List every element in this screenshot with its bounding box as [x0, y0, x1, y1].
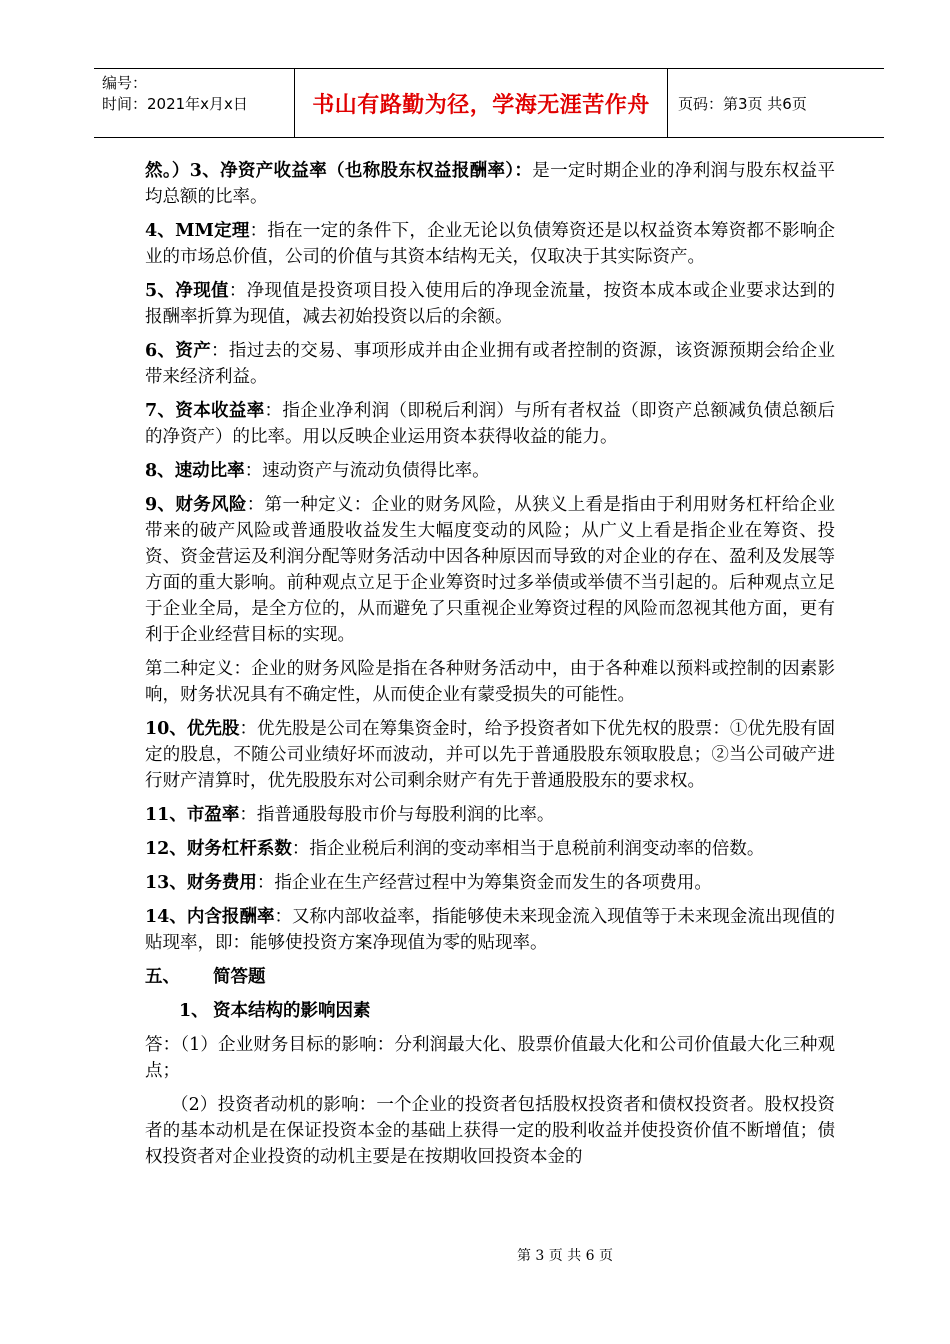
- item-num: 9、: [145, 495, 176, 515]
- item-text: 是一定时期企业的净利润与股东权益平均总额的比率。: [145, 161, 835, 207]
- item-text: ：优先股是公司在筹集资金时，给予投资者如下优先权的股票：①优先股有固定的股息，不随公司业绩好坏而波动，并可以先于普通股股东领取股息；②当公司破产进行财产清算时，优先股股东对公司剩余财产有先于普通股股东的要求权。: [145, 719, 836, 791]
- item-term: 然。）3、净资产收益率（也称股东权益报酬率）：: [145, 161, 533, 181]
- definition-item: [145, 870, 835, 896]
- header-page-label: 页码：第3页 共6页: [678, 94, 807, 113]
- page-footer: 第 3 页 共 6 页: [516, 1248, 614, 1264]
- item-text: ：指企业净利润（即税后利润）与所有者权益（即资产总额减负债总额后的净资产）的比率。用以反映企业运用资本获得收益的能力。: [145, 401, 835, 447]
- item-term: 优先股: [186, 719, 240, 739]
- code-label: 编号：: [102, 74, 148, 92]
- definition-item: [145, 802, 835, 828]
- item-text: ：又称内部收益率，指能够使未来现金流入现值等于未来现金流出现值的贴现率，即：能够使投资方案净现值为零的贴现率。: [145, 907, 836, 953]
- item-num: 10、: [145, 719, 187, 739]
- item-term: 内含报酬率: [186, 907, 275, 927]
- definition-item: [145, 158, 835, 210]
- item-term: 净现值: [175, 281, 229, 301]
- item-text: 第二种定义：企业的财务风险是指在各种财务活动中，由于各种难以预料或控制的因素影响，财务状况具有不确定性，从而使企业有蒙受损失的可能性。: [145, 659, 835, 705]
- item-num: 12、: [145, 839, 187, 859]
- definition-item: [145, 458, 835, 484]
- section-heading: [145, 964, 835, 990]
- answer-paragraph: 答：（1）企业财务目标的影响：分利润最大化、股票价值最大化和公司价值最大化三种观点；: [145, 1035, 835, 1081]
- item-num: 13、: [145, 873, 187, 893]
- item-text: ：指企业在生产经营过程中为筹集资金而发生的各项费用。: [256, 873, 712, 893]
- item-num: 6、: [145, 341, 176, 361]
- item-term: 财务费用: [186, 873, 257, 893]
- item-term: 财务风险: [175, 495, 247, 515]
- section-title: 简答题: [213, 967, 266, 987]
- subsection-heading: [145, 998, 835, 1024]
- item-text: ：第一种定义：企业的财务风险，从狭义上看是指由于利用财务杠杆给企业带来的破产风险或普通股收益发生大幅度变动的风险；从广义上看是指企业在筹资、投资、资金营运及利润分配等财务活动中因各种原因而导致的对企业的存在、盈利及发展等方面的重大影响。前种观点立足于企业筹资时过多举债或举债不当引起的。后种观点立足于企业全局，是全方位的，从而避免了只重视企业筹资过程的风险而忽视其他方面，更有利于企业经营目标的实现。: [145, 495, 836, 645]
- time-label: 时间：2021年x月x日: [102, 95, 248, 113]
- definition-item: [145, 904, 835, 956]
- page-header: [94, 68, 884, 138]
- header-meta: [94, 69, 295, 137]
- definition-item: [145, 278, 835, 330]
- definition-paragraph: [145, 656, 835, 708]
- item-term: 资产: [175, 341, 212, 361]
- item-text: ：净现值是投资项目投入使用后的净现金流量，按资本成本或企业要求达到的报酬率折算为现值，减去初始投资以后的余额。: [145, 281, 835, 327]
- definition-item: [145, 716, 835, 794]
- definition-item: [145, 338, 835, 390]
- item-text: ：指在一定的条件下，企业无论以负债筹资还是以权益资本筹资都不影响企业的市场总价值，公司的价值与其资本结构无关，仅取决于其实际资产。: [145, 221, 835, 267]
- item-term: MM定理: [175, 221, 250, 241]
- item-term: 市盈率: [186, 805, 240, 825]
- item-num: 5、: [145, 281, 176, 301]
- item-text: ：指企业税后利润的变动率相当于息税前利润变动率的倍数。: [291, 839, 765, 859]
- item-num: 7、: [145, 401, 176, 421]
- definition-item: [145, 836, 835, 862]
- item-num: 4、: [145, 221, 176, 241]
- item-term: 财务杠杆系数: [186, 839, 292, 859]
- header-motto: 书山有路勤为径，学海无涯苦作舟: [295, 69, 668, 137]
- item-num: 8、: [145, 461, 175, 481]
- item-text: ：速动资产与流动负债得比率。: [244, 461, 490, 481]
- item-text: ：指普通股每股市价与每股利润的比率。: [239, 805, 555, 825]
- item-text: ：指过去的交易、事项形成并由企业拥有或者控制的资源，该资源预期会给企业带来经济利益。: [145, 341, 836, 387]
- answer-paragraph: （2）投资者动机的影响：一个企业的投资者包括股权投资者和债权投资者。股权投资者的基本动机是在保证投资本金的基础上获得一定的股利收益并使投资价值不断增值；债权投资者对企业投资的动机主要是在按期收回投资本金的: [145, 1095, 835, 1167]
- definition-item: [145, 492, 835, 648]
- definition-item: [145, 218, 835, 270]
- item-num: 14、: [145, 907, 187, 927]
- section-num: 五、: [145, 967, 180, 987]
- subsection-title: 资本结构的影响因素: [213, 1001, 371, 1021]
- item-term: 速动比率: [174, 461, 245, 481]
- definition-item: [145, 398, 835, 450]
- subsection-num: 1、: [179, 1001, 209, 1021]
- item-num: 11、: [145, 805, 187, 825]
- item-term: 资本收益率: [175, 401, 265, 421]
- main-content: [145, 158, 835, 1178]
